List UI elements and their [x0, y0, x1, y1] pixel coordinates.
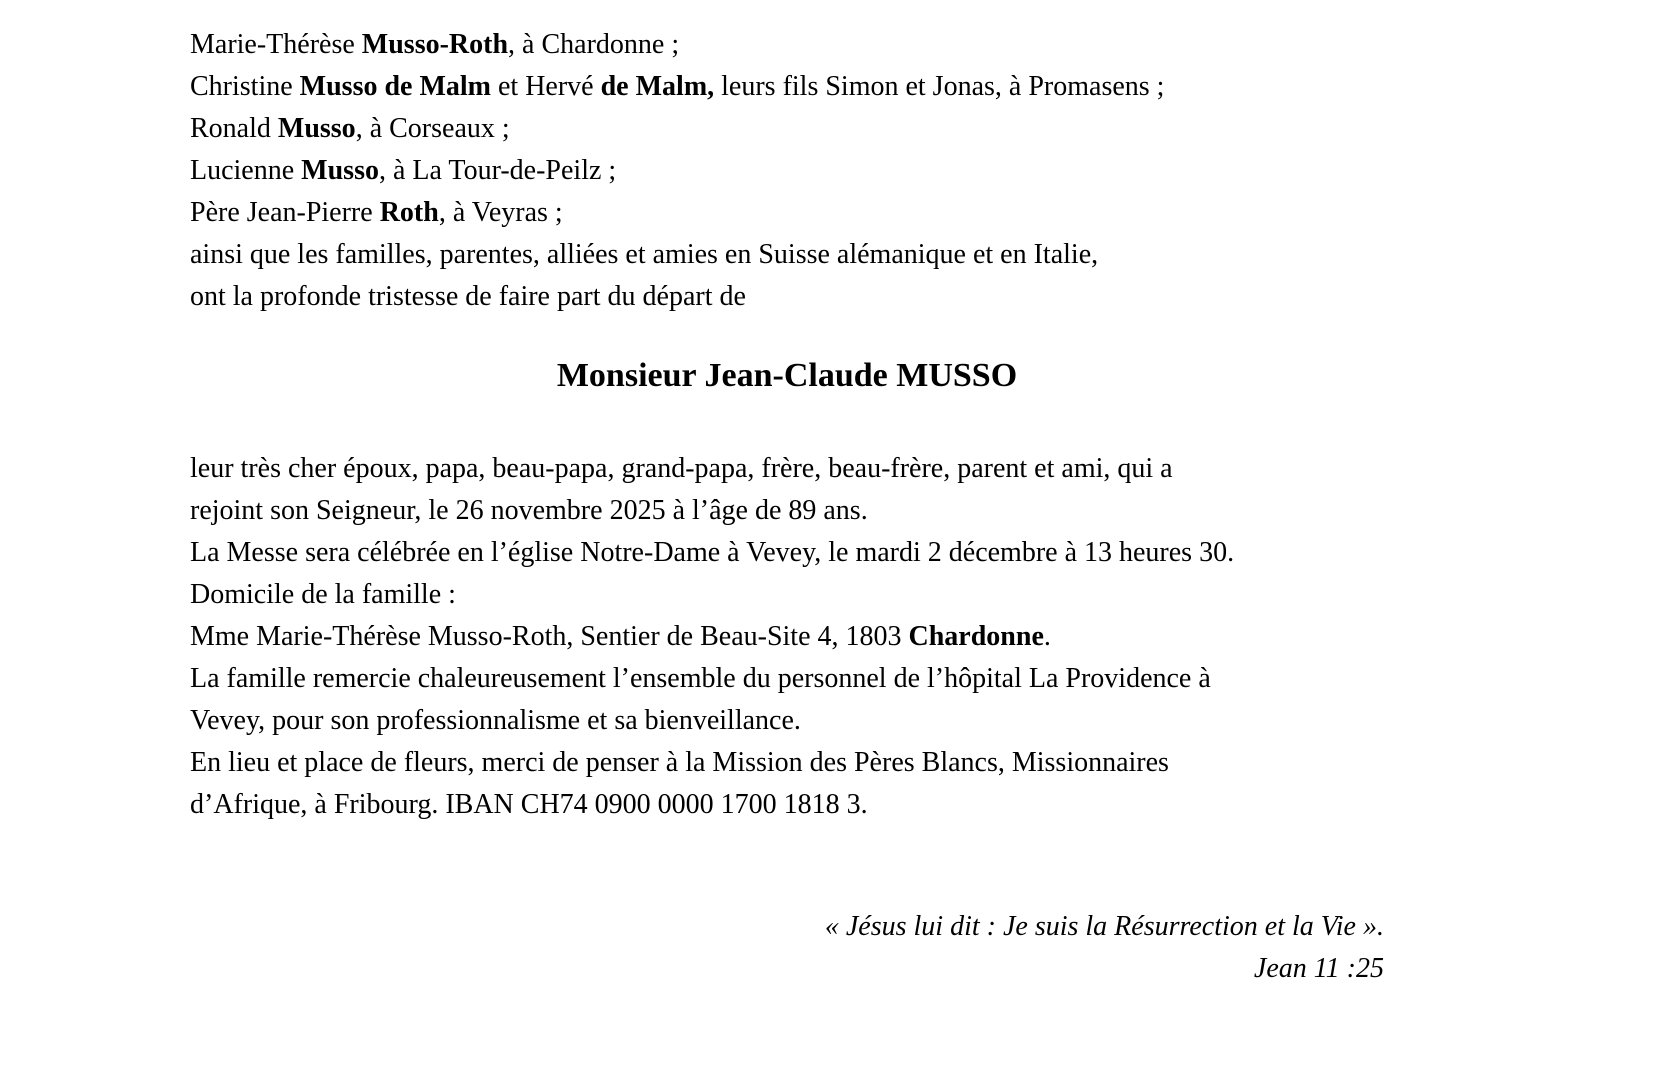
text-segment: Lucienne [190, 155, 302, 186]
text-line [190, 616, 1384, 658]
text-line [190, 234, 1384, 276]
text-segment: d’Afrique, à Fribourg. IBAN CH74 0900 0000 1700 1818 3. [190, 789, 868, 820]
text-segment-bold: Roth [379, 197, 439, 228]
text-line [190, 742, 1384, 784]
text-line [190, 24, 1384, 66]
text-segment: leurs fils Simon et Jonas, à Promasens ; [714, 71, 1165, 102]
text-segment: Domicile de la famille : [190, 579, 456, 610]
text-segment-bold: Musso-Roth [361, 29, 509, 60]
text-segment: La Messe sera célébrée en l’église Notre-Dame à Vevey, le mardi 2 décembre à 13 heures 30. [190, 537, 1235, 568]
text-segment: , à Veyras ; [438, 197, 563, 228]
text-line [190, 66, 1384, 108]
text-segment: Père Jean-Pierre [190, 197, 380, 228]
text-line [190, 108, 1384, 150]
text-segment: ainsi que les familles, parentes, alliées et amies en Suisse alémanique et en Italie, [190, 239, 1099, 270]
text-segment-bold: Musso [301, 155, 379, 186]
text-segment: Marie-Thérèse [190, 29, 362, 60]
family-names-block [190, 24, 1384, 318]
text-segment: , à La Tour-de-Peilz ; [378, 155, 617, 186]
text-line [190, 574, 1384, 616]
text-segment: . [1043, 621, 1051, 652]
text-line [190, 490, 1384, 532]
text-line [190, 150, 1384, 192]
text-line [190, 658, 1384, 700]
text-segment: Mme Marie-Thérèse Musso-Roth, Sentier de Beau-Site 4, 1803 [190, 621, 909, 652]
text-line [190, 700, 1384, 742]
text-line [190, 448, 1384, 490]
text-segment: En lieu et place de fleurs, merci de penser à la Mission des Pères Blancs, Missionnaires [190, 747, 1169, 778]
text-line [190, 276, 1384, 318]
text-segment: Ronald [190, 113, 278, 144]
text-segment: La famille remercie chaleureusement l’ensemble du personnel de l’hôpital La Providence à [190, 663, 1211, 694]
text-segment-bold: Chardonne [908, 621, 1044, 652]
text-line [190, 192, 1384, 234]
text-segment: et Hervé [491, 71, 601, 102]
text-segment-bold: Musso de Malm [299, 71, 491, 102]
text-segment-bold: Musso [277, 113, 356, 144]
text-line [190, 784, 1384, 826]
text-segment: Vevey, pour son professionnalisme et sa bienveillance. [190, 705, 801, 736]
text-segment: ont la profonde tristesse de faire part du départ de [190, 281, 746, 312]
text-segment-bold: de Malm, [600, 71, 715, 102]
text-line [190, 532, 1384, 574]
text-segment: , à Chardonne ; [508, 29, 680, 60]
scripture-quote: « Jésus lui dit : Je suis la Résurrection et la Vie ». [824, 911, 1384, 942]
text-segment: rejoint son Seigneur, le 26 novembre 2025 à l’âge de 89 ans. [190, 495, 868, 526]
scripture-quote-block [190, 906, 1384, 990]
deceased-name-title: Monsieur Jean-Claude MUSSO [556, 357, 1018, 394]
text-segment: , à Corseaux ; [355, 113, 510, 144]
text-segment: leur très cher époux, papa, beau-papa, grand-papa, frère, beau-frère, parent et ami, qui a [190, 453, 1173, 484]
announcement-body-block [190, 448, 1384, 826]
text-segment: Christine [190, 71, 300, 102]
scripture-reference: Jean 11 :25 [1253, 953, 1384, 984]
